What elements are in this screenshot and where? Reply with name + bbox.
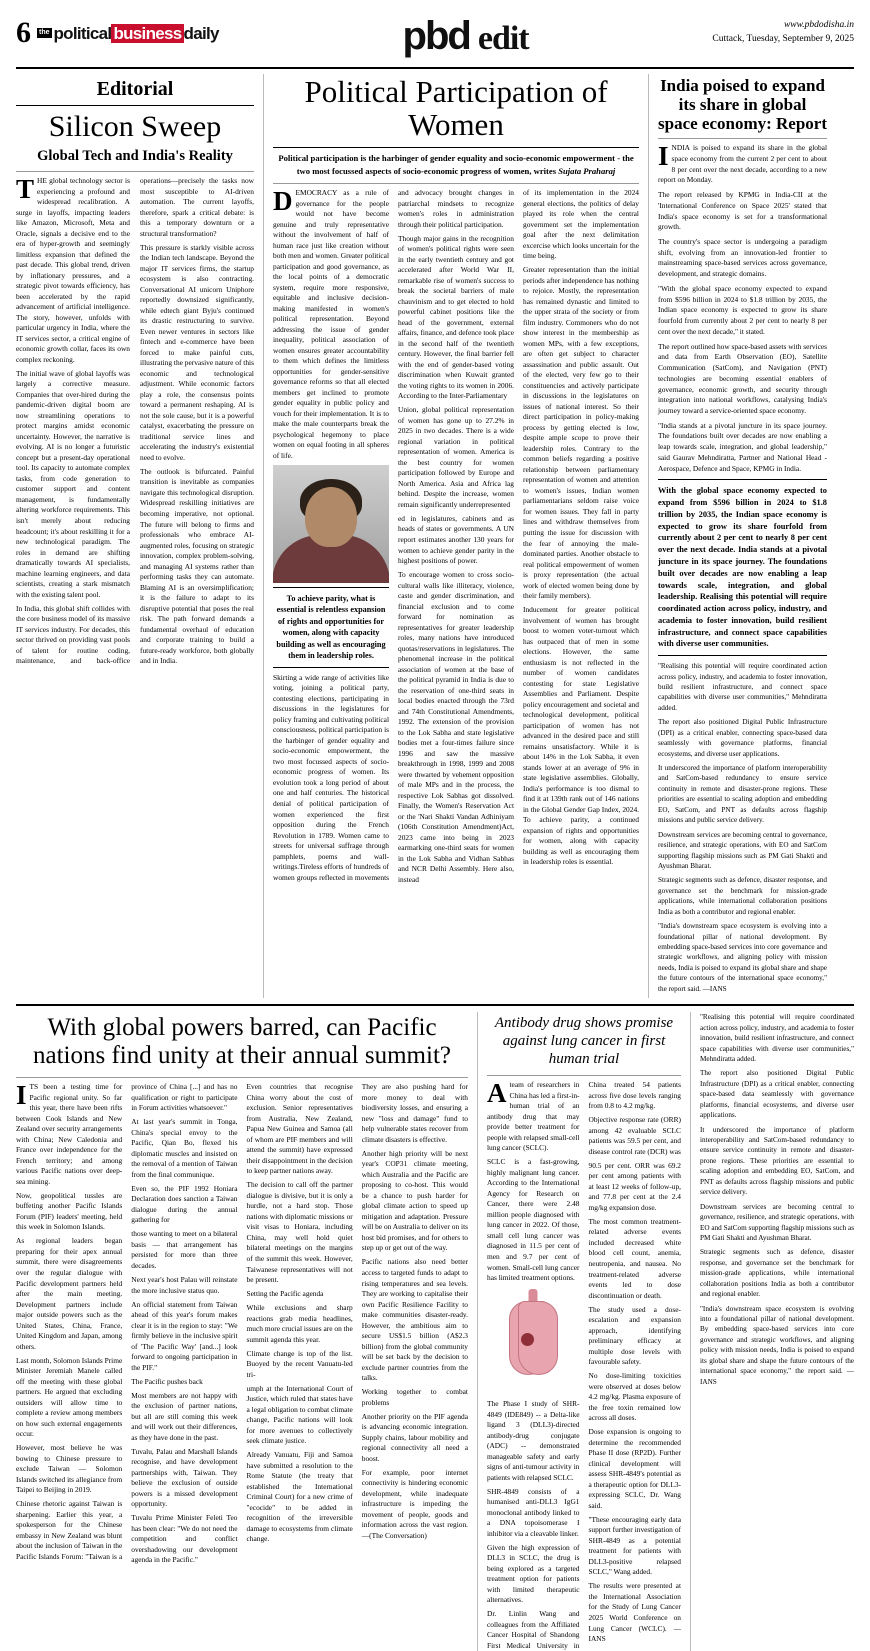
- bottom-content-area: [16, 1004, 854, 1651]
- space-continuation-column: [691, 1012, 854, 1651]
- logo-words: [54, 25, 219, 42]
- editorial-title: Silicon Sweep: [48, 110, 222, 143]
- divider: [658, 138, 827, 139]
- space-paragraph: The report released by KPMG in India-CII at the 'International Conference on Space 2025' stated that India's space economy is set for a transformational growth.: [658, 190, 827, 232]
- space-paragraph: INDIA is poised to expand its share in the global space economy from the current 2 per cent to about 8 per cent over the next decade, according to a new report on Monday.: [658, 141, 827, 185]
- masthead-right: [712, 18, 854, 47]
- masthead: [16, 0, 854, 65]
- divider: [273, 183, 639, 184]
- pacific-paragraph: umph at the International Court of Justice, which ruled that states have a legal obligation to combat climate change, Pacific nations will look for more avenues to collectively seek climate justice.: [246, 1383, 353, 1446]
- pacific-paragraph: Pacific nations also need better access to targeted funds to adapt to rising temperatures and sea levels. They are working to capitalise their own Pacific Resilience Facility to make communities disaster-ready. However, the ambitious aim to secure US$1.5 billion (A$2.3 billion) from the global community will be set back by the decision to exclude partner countries from the talks.: [361, 1257, 468, 1383]
- antibody-article-body: [487, 1080, 681, 1651]
- space-continuation-paragraph: "India's downstream space ecosystem is evolving into a foundational pillar of national development. By embedding space-based services into core governance and strategic workflows, and aligning policy with mission needs, India is poised to expand its global share and shape the future contours of the international space economy," the report said. —IANS: [700, 1304, 854, 1386]
- pacific-paragraph: For example, poor internet connectivity is hindering economic development, while inadequate infrastructure is impeding the movement of people, goods and information across the vast region. —(The Conversation): [361, 1467, 468, 1540]
- space-continuation-paragraph: "Realising this potential will require coordinated action across policy, industry, and academia to foster innovation, build resilient infrastructure, and connect space capabilities with diverse user communities," Mehndiratta added.: [700, 1013, 854, 1063]
- pacific-article-body: [16, 1082, 468, 1566]
- pacific-paragraph: At last year's summit in Tonga, China's special envoy to the Pacific, Qian Bo, flexed his diplomatic muscles and insisted on the removal of a mention of Taiwan from the final communique.: [131, 1117, 238, 1179]
- antibody-paragraph: "These encouraging early data support further investigation of SHR-4849 as a potential treatment for patients with DLL3-positive relapsed SCLC," Wang added.: [588, 1514, 681, 1577]
- main-paragraph: Greater representation than the initial periods after independence has nothing to rejoice. Mostly, the representation has remained dynastic and limited to the upper strata of the society or from film industry. Commoners who do not show interest in the membership as women MPs, with a few exceptions, are often get subject to character assassination and public assault. Out of the elected, very few go to their constituencies and actively participate in discussions in the legislatures on issues of national interest. So their direct participation in policy-making process by getting elected is low, despite ample scope to prove their leadership roles. Contrary to the common beliefs regarding a positive relationship between parliamentary representation of women and attention to women's issues, Indian women parliamentarians seldom raise voice for women issues. They fall in party lines and withdraw themselves from putting the issue for discussion with the fear of annoying the male-dominated parties. Another obstacle to real political empowerment of women is proxy representation (the actual work of elected women being done by their family members).: [523, 265, 639, 601]
- pacific-paragraph: ITS been a testing time for Pacific regional unity. So far this year, there have been rifts between Cook Islands and New Zealand over security arrangements with China; New Caledonia and France over independence for the French territory; and among various Pacific nations over deep-sea mining.: [16, 1080, 123, 1186]
- main-paragraph: To encourage women to cross socio-cultural walls like illiteracy, violence, caste and gender discrimination, and financial exclusion and to come forward for nomination as representatives for greater leadership roles, many nations have introduced quotas/reservations in legislatures. The phenomenal increase in the political association of women at the base of the political pyramid in India is due to the reservation of one-third seats in local bodies enacted through the 73rd and 74th Constitutional Amendments, 1992. The extension of the provision to the Lok Sabha and state legislative bodies met a four-times failure since 1996 and saw the massive breakthrough in 1998, 1999 and 2008 were thwarted by vehement opposition of male MPs and in the process, the respective Lok Sabhas got dissolved. Finally, the Women's Reservation Act or the 'Nari Shakti Vandan Adhiniyam (106th Constitution Amendment)Act, 2023 came into being in 2023 earmarking one-third seats for women in the Lok Sabha and Vidhan Sabhas and NCR Delhi Assembly. Here also, instead: [398, 570, 514, 884]
- editorial-label: Editorial: [96, 78, 174, 100]
- pacific-paragraph: Now, geopolitical tussles are buffeting another Pacific Islands Forum (PIF) leaders' meeting, held this week in Solomon Islands.: [16, 1190, 123, 1232]
- main-article-column: [264, 74, 649, 998]
- main-paragraph: DEMOCRACY as a rule of governance for the people would not have become genuine and truly representative without the involvement of half of human race just like creation without both men and women. Greater political participation and good governance, as the local points of a democratic system, require more responsive, equitable and inclusive decision-making manifested in women's political representation. Beyond addressing the issue of gender inequality, political association of women ensures greater accountability to them which defines the limitless opportunities for gender-sensitive governance reforms so that all elected members get inclined to promote gender equality in public policy and vouch for their implementation. It is to make the male counterparts break the psychological hegemony to place women on equal footing in all spheres of life.: [273, 186, 389, 460]
- space-paragraph: "Realising this potential will require coordinated action across policy, industry, and academia to foster innovation, build resilient infrastructure, and connect space capabilities with diverse user communities," Mehndiratta added.: [658, 662, 827, 712]
- antibody-paragraph: The Phase I study of SHR-4849 (IDE849) -- a Delta-like ligand 3 (DLL3)-directed antibody-drug conjugate (ADC) -- demonstrated manageable safety and early signs of anti-tumour activity in patients with relapsed SCLC.: [487, 1399, 580, 1482]
- antibody-paragraph: Objective response rate (ORR) among 42 evaluable SCLC patients was 59.5 per cent, and disease control rate (DCR) was: [588, 1115, 681, 1156]
- antibody-paragraph: Given the high expression of DLL3 in SCLC, the drug is being explored as a targeted treatment option for patients with limited therapeutic alternatives.: [487, 1542, 580, 1605]
- pacific-article-column: [16, 1012, 478, 1651]
- portrait-face: [305, 487, 357, 547]
- masthead-left: [16, 18, 219, 48]
- antibody-article-headline: Antibody drug shows promise against lung cancer in first human trial: [494, 1015, 674, 1068]
- space-paragraph: "India's downstream space ecosystem is evolving into a foundational pillar of national development. By embedding space-based services into core governance and strategic workflows, and aligning policy with mission needs, India is poised to expand its global share and shape the future contours of the international space economy," the report said. —IANS: [658, 922, 827, 993]
- place-date: Cuttack, Tuesday, September 9, 2025: [712, 34, 854, 45]
- antibody-paragraph: Ateam of researchers in China has led a first-in-human trial of an antibody drug that may provide better treatment for people with relapsed small-cell lung cancer (SCLC).: [487, 1078, 580, 1153]
- editorial-paragraph: In India, this global shift collides with the core business model of its massive IT services industry. For decades, this sector thrived on providing vast pools of talent for routine coding, maintenance, and back-office operations—precisely the tasks now most susceptible to AI-driven automation. The current layoffs, therefore, spark a critical debate: is this a temporary downturn or a structural transformation?: [16, 176, 254, 666]
- top-content-area: [16, 74, 854, 998]
- pacific-subhead: Setting the Pacific agenda: [246, 1289, 324, 1299]
- pacific-paragraph: Another priority on the PIF agenda is advancing economic integration. Supply chains, labour mobility and regional connectivity all need a boost.: [361, 1411, 468, 1463]
- pacific-paragraph: Even so, the PIF 1992 Honiara Declaration does sanction a Taiwan dialogue during the annual gathering for: [131, 1183, 238, 1225]
- antibody-paragraph: SHR-4849 consists of a humanised anti-DLL3 IgG1 monoclonal antibody linked to a DNA topoisomerase I inhibitor via a cleavable linker.: [487, 1486, 580, 1538]
- editorial-subtitle: Global Tech and India's Reality: [37, 148, 233, 164]
- space-article-headline: India poised to expand its share in global space economy: Report: [658, 76, 828, 134]
- pacific-paragraph: Tuvalu Prime Minister Feleti Teo has been clear: "We do not need the competition and conflict overshadowing our development agenda in the Pacific.": [131, 1513, 238, 1565]
- divider: [16, 171, 254, 172]
- page-number: 6: [16, 16, 31, 49]
- masthead-rule: [16, 67, 854, 69]
- main-paragraph: Though major gains in the recognition of women's political rights were seen in the early twentieth century and got accelerated after World War II, remarkable rise of women's success to break the societal barriers of male chauvinism and to get elected to hold powerful cabinet positions like the head of the government, external affairs, finance, and defence took place in the second half of the twentieth century. However, the final barrier fell with the end of gender-based voting discrimination when Kuwait granted the voting rights to its women in 2006. According to the Inter-Parliamentary: [398, 233, 514, 401]
- logo-word-daily: daily: [183, 23, 219, 43]
- section-logo: [403, 14, 529, 59]
- lung-illustration: [487, 1287, 580, 1395]
- editorial-body: [16, 176, 254, 668]
- antibody-paragraph: The results were presented at the International Association for the Study of Lung Cancer 2025 World Conference on Lung Cancer (WCLC). —IANS: [588, 1581, 681, 1644]
- pacific-paragraph: However, most believe he was bowing to Chinese pressure to exclude Taiwan — Solomon Islands switched its allegiance from Taipei to Beijing in 2019.: [16, 1443, 123, 1495]
- antibody-paragraph: Dr. Linlin Wang and colleagues from the Affiliated Cancer Hospital of Shandong First Medical University in China treated 54 patients across five dose levels ranging from 0.8 to 4.2 mg/kg.: [487, 1080, 681, 1650]
- antibody-paragraph: Dose expansion is ongoing to determine the recommended Phase II dose (RP2D). Further clinical development will assess SHR-4849's potential as a therapeutic option for DLL3-expressing SCLC, Dr. Wang said.: [588, 1427, 681, 1510]
- author-portrait-image: [273, 465, 389, 583]
- pbd-logo: pbd: [402, 14, 470, 58]
- pacific-paragraph: Already Vanuatu, Fiji and Samoa have submitted a resolution to the Rome Statute (the treaty that established the International Criminal Court) for a new crime of "ecocide" to be added in recognition of the irreversible damage to ecosystems from climate change.: [246, 1450, 353, 1544]
- logo-word-business: business: [113, 23, 182, 43]
- editorial-paragraph: The initial wave of global layoffs was largely a corrective measure. Companies that over-hired during the pandemic-driven digital boom are now streamlining operations to protect margins amidst economic uncertainty. However, the narrative is evolving. AI is no longer a futuristic concept but a present-day operational tool. Its capacity to automate complex tasks, from code generation to customer support and content management, is fundamentally altering workforce requirements. This isn't merely about reducing headcount; it's about reskilling it for a new technological paradigm. The roles in demand are shifting dramatically towards AI specialists, machine learning engineers, and data scientists, creating a stark mismatch with the existing talent pool.: [16, 368, 130, 599]
- logo-word-political: political: [53, 23, 112, 43]
- main-article-byline: Sujata Praharaj: [558, 165, 616, 176]
- tumor-nodule-shape: [521, 1333, 534, 1346]
- pacific-paragraph: Chinese rhetoric against Taiwan is sharpening. Earlier this year, a spokesperson for the Chinese embassy in New Zealand was blunt about the inclusion of Taiwan in the Pacific Islands Forum: "Taiwan is a province of China [...] and has no qualification or right to participate in Forum activities whatsoever.": [16, 1082, 238, 1561]
- space-article-body: [658, 143, 827, 474]
- pacific-paragraph: While exclusions and sharp reactions grab media headlines, much more crucial issues are on the summit agenda this year.: [246, 1303, 353, 1344]
- divider: [487, 1075, 681, 1076]
- space-paragraph: The country's space sector is undergoing a paradigm shift, evolving from an innovation-led frontier to mainstreaming space-based services across governance, development, and strategic domains.: [658, 236, 827, 279]
- pacific-paragraph: Tuvalu, Palau and Marshall Islands recognise, and have development partnerships with, Taiwan. They believe the exclusion of outside powers is a missed development opportunity.: [131, 1446, 238, 1509]
- pacific-paragraph: Last month, Solomon Islands Prime Minister Jeremiah Manele called off the meeting with these global partners. He argued that excluding outsiders will allow time to complete a review among members on how such external engagements occur.: [16, 1355, 123, 1439]
- space-continuation-paragraph: The report also positioned Digital Public Infrastructure (DPI) as a critical enabler, connecting space-based data seamlessly with governance platforms, financial ecosystems, and diverse user applications.: [700, 1069, 854, 1120]
- pull-quote: To achieve parity, what is essential is relentless expansion of rights and opportunities for women, along with capacity building as well as encouraging them in leadership roles.: [273, 587, 389, 668]
- antibody-paragraph: SCLC is a fast-growing, highly malignant lung cancer. According to the International Agency for Research on Cancer, there were 2.48 million people diagnosed with lung cancer in 2022. Of those, small cell lung cancer was diagnosed in 11.5 per cent of men and 9.7 per cent of women. Small-cell lung cancer has limited treatment options.: [487, 1157, 580, 1283]
- antibody-article-column: [478, 1012, 691, 1651]
- pacific-subhead: The Pacific pushes back: [131, 1376, 203, 1386]
- space-continuation-paragraph: It underscored the importance of platform interoperability and SatCom-based redundancy to ensure service continuity in remote and disaster-prone regions. These priorities are essential to scaling adoption and embedding EO, SatCom, and PNT as defaults across flagship missions and public service delivery.: [700, 1125, 854, 1197]
- main-article-body: [273, 188, 639, 886]
- main-paragraph: ed in legislatures, cabinets and as heads of states or governments. A UN report estimates another 130 years for women to achieve gender parity in the highest positions of power.: [398, 513, 514, 566]
- main-paragraph: Inducement for greater political involvement of women has brought boost to women voter-turnout which has outpaced that of men in some elections. However, the same enthusiasm is not reflected in the number of women candidates contesting for state Legislative Assemblies and Parliament. Despite policy encouragement and societal and technological development, political participation of women has not advanced in the desired pace and still remains unsatisfactory. While it is about 14% in the Lok Sabha, it even stands lower at an average of 9% in state legislative assemblies. Globally, India's performance is too dismal to find it at 139th rank out of 146 nations in the Global Gender Gap Index, 2024. To achieve parity, a continued expansion of rights and opportunities for women, along with capacity building as well as encouraging them in leadership roles is essential.: [523, 605, 639, 867]
- pacific-subhead: Working together to combat problems: [361, 1387, 468, 1407]
- antibody-paragraph: No dose-limiting toxicities were observed at doses below 4.2 mg/kg. Plasma exposure of the free toxin remained low across all doses.: [588, 1371, 681, 1423]
- space-article-tail: [658, 661, 827, 994]
- main-paragraph: Union, global political representation of women has gone up to 27.2% in 2025 in two decades. There is a wide regional variation in political representation of women. America is the best country for women participation followed by Europe and North America. Asia and Africa lag behind. Despite the increase, women remain significantly underrepresented: [398, 405, 514, 509]
- pacific-paragraph: Climate change is top of the list. Buoyed by the recent Vanuatu-led tri-: [246, 1348, 353, 1379]
- publication-logo: [37, 25, 219, 42]
- antibody-paragraph: 90.5 per cent. ORR was 69.2 per cent among patients with at least 12 weeks of follow-up, and 77.8 per cent at the 2.4 mg/kg expansion dose.: [588, 1160, 681, 1212]
- pacific-paragraph: Most members are not happy with the exclusion of partner nations, but all are still coming this week and will work out their differences, as they have done in the past.: [131, 1390, 238, 1442]
- logo-the-text: the: [39, 29, 50, 37]
- divider: [273, 147, 639, 148]
- pacific-paragraph: As regional leaders began preparing for their apex annual summit, there were disagreements over the regular dialogue with Pacific development partners held after the main meeting. Development partners include major outside powers such as the United States, China, France, United Kingdom and Japan, among others.: [16, 1236, 123, 1351]
- pacific-paragraph: An official statement from Taiwan ahead of this year's forum makes clear it is in the region to stay: "We firmly believe in the inclusive spirit of 'The Pacific Way' [and...] look forward to ongoing participation in the PIF.": [131, 1299, 238, 1372]
- antibody-paragraph: The most common treatment-related adverse events included decreased white blood cell count, anemia, neutropenia, and nausea. No treatment-related adverse events led to dose discontinuation or death.: [588, 1216, 681, 1300]
- antibody-paragraph: The study used a dose-escalation and expansion approach, identifying preliminary efficacy at multiple dose levels with favourable safety.: [588, 1304, 681, 1367]
- main-paragraph: of its implementation in the 2024 general elections, the politics of delay played its role when the central government set the implementation goal after the next delimitation excercise which looks uncertain for the time being.: [523, 188, 639, 261]
- space-paragraph: The report outlined how space-based assets with services and data from Earth Observation (EO), Satellite Communication (SatCom), and Navigation (PNT) technologies are becoming essential enablers of governance, economic growth, and security through integration into national workflows, catalysing India's journey toward a service-oriented space economy.: [658, 341, 827, 415]
- pacific-paragraph: They are also pushing hard for more money to deal with biodiversity losses, and ensuring a new "loss and damage" fund to help vulnerable states recover from climate disasters is effective.: [361, 1082, 468, 1144]
- space-article-column: [649, 74, 827, 998]
- pacific-paragraph: Another high priority will be next year's COP31 climate meeting, which Australia and the Pacific are proposing to co-host. This would be a chance to push harder for global climate action to speed up mitigation and adaptation. Pressure will be on Australia to deliver on its host bid promises, and for others to step up or get out of the way.: [361, 1148, 468, 1253]
- editorial-column: [16, 74, 264, 998]
- main-article-standfirst: [275, 152, 637, 177]
- space-paragraph: Strategic segments such as defence, disaster response, and governance set the benchmark for mission-grade applications, while international collaboration positions India as both a contributor and regional enabler.: [658, 876, 827, 916]
- divider: [16, 1077, 468, 1078]
- space-paragraph: It underscored the importance of platform interoperability and SatCom-based redundancy to ensure service continuity in remote and disaster-prone regions. These priorities are essential to scaling adoption and embedding EO, SatCom, and PNT as defaults across flagship missions and public service delivery.: [658, 764, 827, 825]
- website-url[interactable]: www.pbdodisha.in: [783, 20, 854, 30]
- space-continuation-paragraph: Strategic segments such as defence, disaster response, and governance set the benchmark for mission-grade applications, while international collaboration positions India as both a contributor and regional enabler.: [700, 1248, 854, 1299]
- pacific-paragraph: Next year's host Palau will reinstate the more inclusive status quo.: [131, 1275, 238, 1295]
- editorial-paragraph: THE global technology sector is experiencing a profound and widespread recalibration. A surge in layoffs, impacting leaders like Amazon, Microsoft, Meta and Oracle, signals a decisive end to the era of hyper-growth and seemingly limitless expansion that defined the past decade. This global trend, driven by inflationary pressures, and a strategic pivot towards efficiency, has been accelerated by the rapid advancement of artificial intelligence. The story, however, unfolds with particular urgency in India, where the IT services sector, a critical engine of economic growth collar, faces its own complex reckoning.: [16, 174, 130, 364]
- space-paragraph: "With the global space economy expected to expand from $596 billion in 2024 to $1.8 trillion by 2035, the Indian space economy is expected to grow its share fourfold from currently about 2 per cent to nearly 8 per cent over the next decade," it stated.: [658, 283, 827, 336]
- space-paragraph: Downstream services are becoming central to governance, resilience, and strategic operations, with EO and SatCom supporting flagship missions such as PM Gati Shakti and Ayushman Bharat.: [658, 830, 827, 870]
- main-paragraph: Skirting a wide range of activities like voting, joining a political party, contesting elections, participating in discussions in the legislatures for policy framing and cultivating political consciousness, political participation is the harbinger of gender equality and socio-economic empowerment, the two most focussed aspects of socio-economic progress of women. Its evolution took a long period of about one and half centuries. The historical denial of political participation of women experienced the first opposition during the French Revolution in 1789. Women came to streets for universal suffrage through pamphlets, poems and wall-writings.Tireless efforts of hundreds of women groups reflected in movements and advocacy brought changes in patriarchal mindsets to recognize women's roles in administration through their political participation.: [273, 188, 514, 882]
- standfirst-text: Political participation is the harbinger of gender equality and socio-economic empowerment - the two most focussed aspects of socio-economic progress of women, writes: [278, 153, 634, 176]
- space-paragraph: The report also positioned Digital Public Infrastructure (DPI) as a critical enabler, connecting space-based data seamlessly with governance platforms, financial ecosystems, and diverse user applications.: [658, 718, 827, 758]
- space-continuation-paragraph: Downstream services are becoming central to governance, resilience, and strategic operations, with EO and SatCom supporting flagship missions such as PM Gati Shakti and Ayushman Bharat.: [700, 1202, 854, 1242]
- pacific-paragraph: those wanting to meet on a bilateral basis — that arrangement has persisted for more than three decades.: [131, 1229, 238, 1270]
- pacific-article-headline: With global powers barred, can Pacific nations find unity at their annual summit?: [33, 1014, 451, 1069]
- divider: [16, 105, 254, 106]
- pacific-paragraph: The decision to call off the partner dialogue is divisive, but it is only a hurdle, not a hard stop. Those nations with diplomatic missions or visit visas to Honiara, including China, may well hold quiet bilateral meetings on the margins of the summit this week. However, Taiwanese representatives will not be present.: [246, 1180, 353, 1285]
- pacific-paragraph: Even countries that recognise China worry about the cost of exclusion. Senior representatives from Australia, New Zealand, Papua New Guinea and Samoa (all of whom are PIF members and will attend the summit) have expressed their disappointment in the decision to keep partner nations away.: [246, 1082, 353, 1176]
- section-name: edit: [477, 20, 529, 57]
- editorial-paragraph: The outlook is bifurcated. Painful transition is inevitable as companies navigate this technological disruption. Widespread reskilling initiatives are becoming imperative, not optional. The future will belong to firms and professionals who embrace AI-augmented roles, focusing on strategic innovation, complex problem-solving, and managing AI systems rather than performing tasks they can automate. Blaming AI is an oversimplification; it is the failure to adapt to its disruptive potential that poses the real risk. The path forward demands a fundamental overhaul of education and corporate training to build a future-ready workforce, both globally and in India.: [140, 466, 254, 666]
- space-article-kicker: With the global space economy expected to expand from $596 billion in 2024 to $1.8 trillion by 2035, the Indian space economy is expected to grow its share fourfold from currently about 2 per cent to nearly 8 per cent over the next decade. India stands at a pivotal juncture in its space journey. The foundations built over decades are now enabling a leap towards scale, integration, and global leadership. Realising this potential will require coordinated action across policy, industry, and academia to foster innovation, build resilient infrastructure, and connect space capabilities with diverse user communities.: [658, 479, 827, 656]
- space-paragraph: "India stands at a pivotal juncture in its space journey. The foundations built over decades are now enabling a leap towards scale, integration, and global leadership," said Gaurav Mehndiratta, Partner and National Head - Aerospace, Defence and Space, KPMG in India.: [658, 420, 827, 473]
- space-continuation-body: [700, 1012, 854, 1387]
- main-article-headline: Political Participation of Women: [304, 74, 608, 142]
- editorial-paragraph: This pressure is starkly visible across the Indian tech landscape. Beyond the major IT services firms, the startup ecosystem is also contracting. Conversational AI unicorn Uniphore reportedly downsized significantly, while edtech giant Byju's continued its drastic restructuring to survive. Even newer ventures in sectors like fintech and e-commerce have been forced to make painful cuts, illustrating the pervasive nature of this economic and technological adjustment. While economic factors play a role, the consensus points toward a permanent reshaping. AI is not the sole cause, but it is a powerful catalyst, exacerbating the pressure on traditional service lines and accelerating the industry's existential need to evolve.: [140, 242, 254, 462]
